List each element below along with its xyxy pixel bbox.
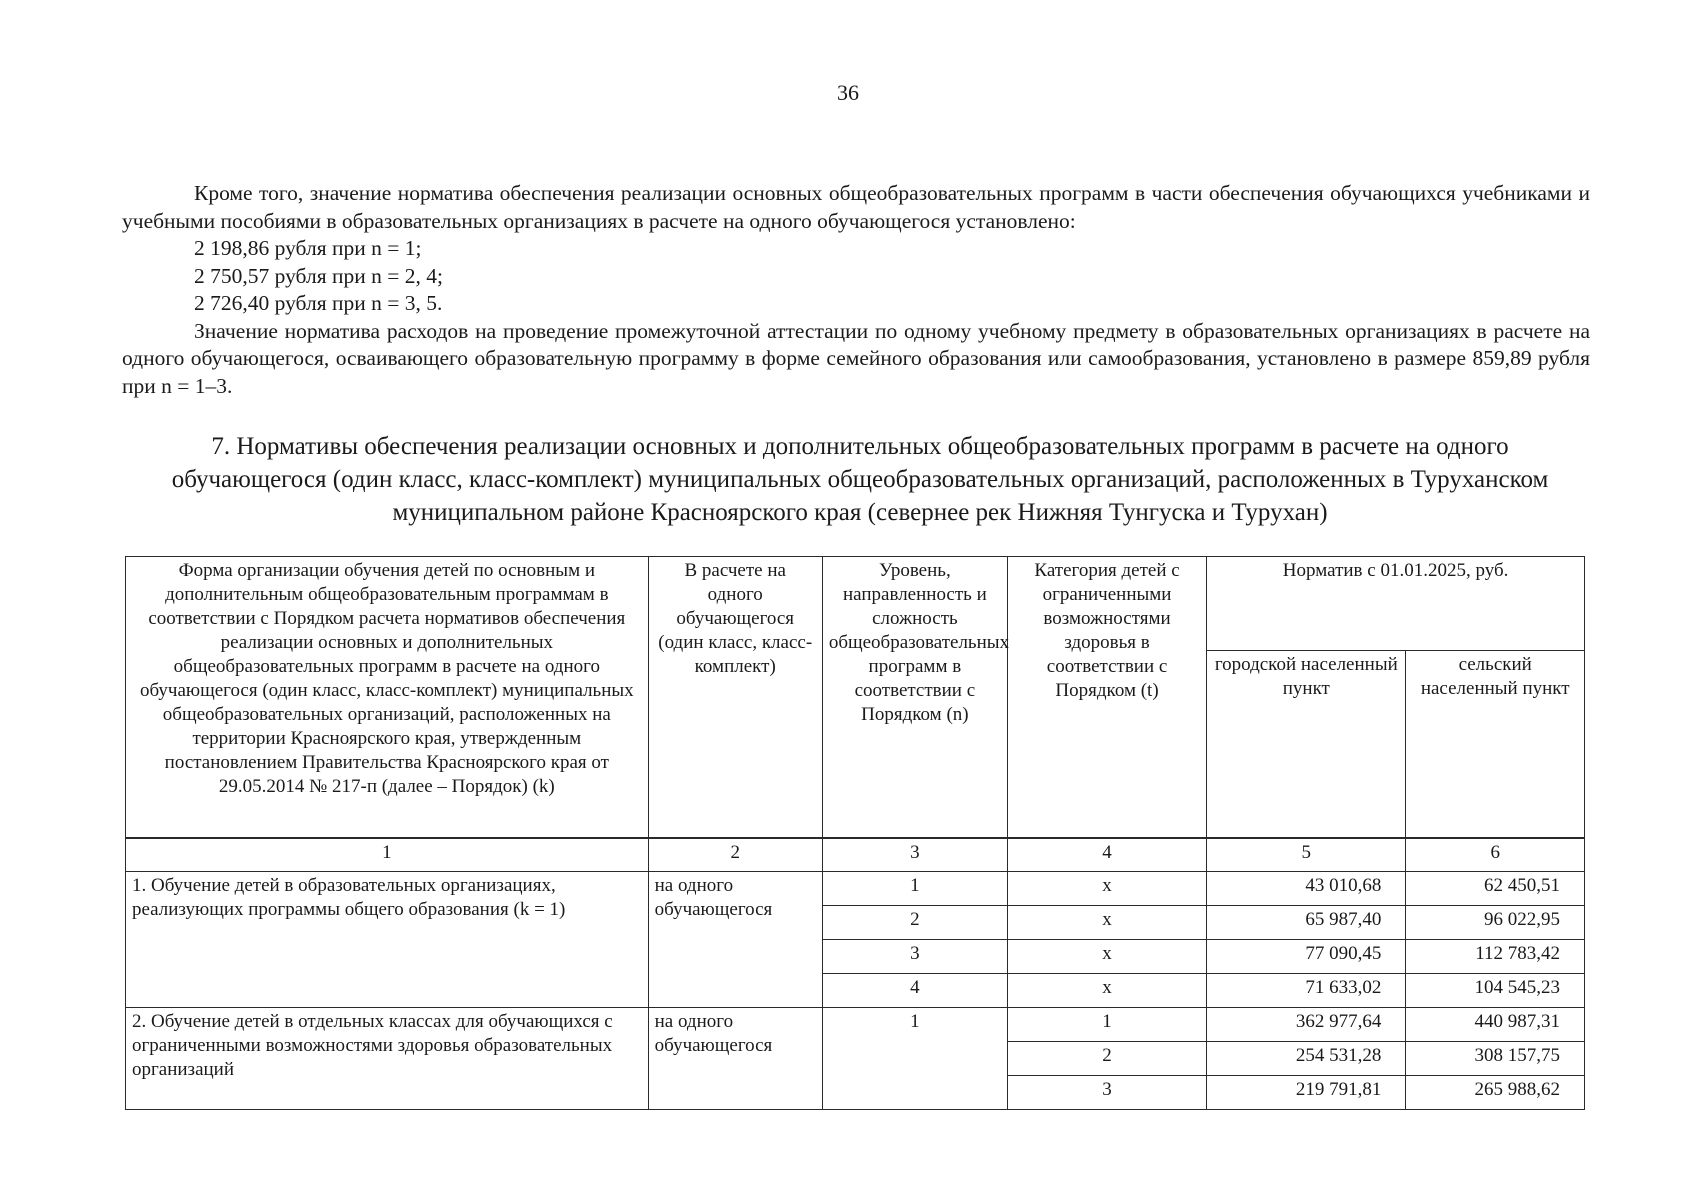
norm-line: 2 726,40 рубля при n = 3, 5. [194,291,443,315]
group-per-student: на одного обучающегося [648,1008,822,1110]
intro-paragraph-attestation: Значение норматива расходов на проведение промежуточной аттестации по одному учебному предмету в образовательных организациях в расчете на одного обучающегося, осваивающего образовательную программу в форме семейного образования или самообразования, установлено в размере 859,89 рубля при n = 1–3. [122,318,1590,398]
table-row [126,872,1585,906]
header-program-level: Уровень, направленность и сложность общеобразовательных программ в соответствии с Порядком (n) [822,557,1007,839]
header-urban: городской населенный пункт [1207,651,1406,839]
normatives-table [125,556,1585,1110]
cell-urban-value: 65 987,40 [1207,906,1406,940]
cell-level: 2 [822,906,1007,940]
cell-category: 1 [1007,1008,1206,1042]
norm-line: 2 198,86 рубля при n = 1; [194,236,422,260]
cell-urban-value: 254 531,28 [1207,1042,1406,1076]
group-label: 1. Обучение детей в образовательных организациях, реализующих программы общего образования (k = 1) [126,872,649,1008]
cell-rural-value: 96 022,95 [1406,906,1585,940]
cell-rural-value: 104 545,23 [1406,974,1585,1008]
column-number-row [126,838,1585,872]
cell-level: 4 [822,974,1007,1008]
intro-text [122,180,1590,400]
cell-rural-value: 62 450,51 [1406,872,1585,906]
header-child-category: Категория детей с ограниченными возможностями здоровья в соответствии с Порядком (t) [1007,557,1206,839]
cell-level: 1 [822,872,1007,906]
table-row [126,1008,1585,1042]
column-number: 3 [822,838,1007,872]
group-label: 2. Обучение детей в отдельных классах для обучающихся с ограниченными возможностями здоровья образовательных организаций [126,1008,649,1110]
table-header-row [126,557,1585,651]
cell-rural-value: 265 988,62 [1406,1076,1585,1110]
column-number: 6 [1406,838,1585,872]
cell-rural-value: 440 987,31 [1406,1008,1585,1042]
cell-urban-value: 362 977,64 [1207,1008,1406,1042]
cell-urban-value: 77 090,45 [1207,940,1406,974]
cell-category: 3 [1007,1076,1206,1110]
intro-paragraph-textbooks: Кроме того, значение норматива обеспечения реализации основных общеобразовательных программ в части обеспечения обучающихся учебниками и учебными пособиями в образовательных организациях в расчете на одного обучающегося установлено: [122,181,1590,233]
group-per-student: на одного обучающегося [648,872,822,1008]
cell-urban-value: 43 010,68 [1207,872,1406,906]
cell-category: х [1007,872,1206,906]
header-form-of-education: Форма организации обучения детей по основным и дополнительным общеобразовательным программам в соответствии с Порядком расчета нормативов обеспечения реализации основных и дополнительных общеобразовательных программ в расчете на одного обучающегося (один класс, класс-комплект) муниципальных общеобразовательных организаций, расположенных на территории Красноярского края, утвержденным постановлением Правительства Красноярского края от 29.05.2014 № 217-п (далее – Порядок) (k) [126,557,649,839]
cell-rural-value: 308 157,75 [1406,1042,1585,1076]
cell-category: х [1007,940,1206,974]
cell-level: 1 [822,1008,1007,1110]
cell-category: х [1007,974,1206,1008]
header-per-student: В расчете на одного обучающегося (один класс, класс-комплект) [648,557,822,839]
cell-category: х [1007,906,1206,940]
column-number: 2 [648,838,822,872]
cell-urban-value: 219 791,81 [1207,1076,1406,1110]
column-number: 1 [126,838,649,872]
column-number: 4 [1007,838,1206,872]
page-number: 36 [837,80,859,105]
section-heading: 7. Нормативы обеспечения реализации основных и дополнительных общеобразовательных программ в расчете на одного обучающегося (один класс, класс-комплект) муниципальных общеобразовательных организаций, расположенных в Туруханском муниципальном районе Красноярского края (севернее рек Нижняя Тунгуска и Турухан) [171,433,1549,526]
column-number: 5 [1207,838,1406,872]
cell-level: 3 [822,940,1007,974]
norm-line: 2 750,57 рубля при n = 2, 4; [194,263,443,288]
cell-category: 2 [1007,1042,1206,1076]
cell-rural-value: 112 783,42 [1406,940,1585,974]
cell-urban-value: 71 633,02 [1207,974,1406,1008]
header-normative: Норматив с 01.01.2025, руб. [1207,557,1585,651]
header-rural: сельский населенный пункт [1406,651,1585,839]
